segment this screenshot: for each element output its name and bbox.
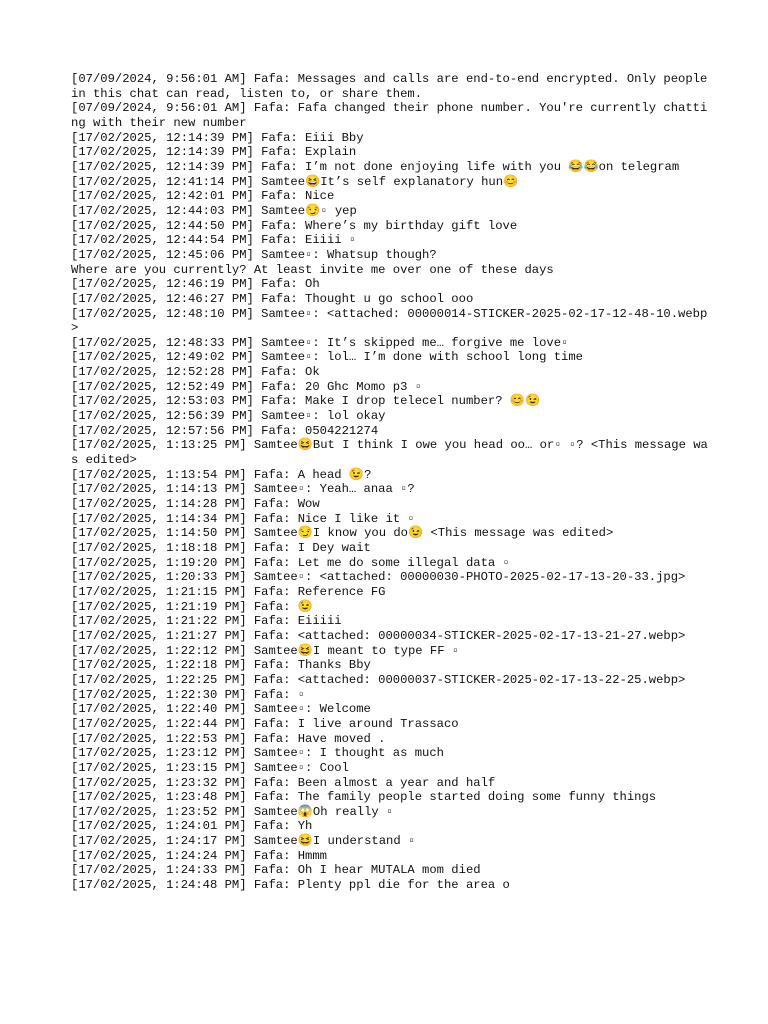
chat-line: [17/02/2025, 1:14:28 PM] Fafa: Wow	[71, 497, 320, 512]
chat-line: [17/02/2025, 1:24:24 PM] Fafa: Hmmm	[71, 848, 327, 863]
chat-line: [17/02/2025, 12:14:39 PM] Fafa: Explain	[71, 145, 357, 160]
chat-line: [07/09/2024, 9:56:01 AM] Fafa: Fafa changed their phone number. You're currently chatting with their new number	[71, 101, 708, 130]
chat-line: [17/02/2025, 1:24:48 PM] Fafa: Plenty ppl die for the area o	[71, 878, 510, 893]
chat-line: [17/02/2025, 12:49:02 PM] Samtee▫: lol… I’m done with school long time	[71, 350, 583, 365]
chat-line: [17/02/2025, 1:13:25 PM] Samtee😆But I think I owe you head oo… or▫ ▫? <This message was edited>	[71, 438, 708, 468]
chat-line: [17/02/2025, 12:41:14 PM] Samtee😆It’s self explanatory hun😊	[71, 174, 519, 189]
chat-line: [17/02/2025, 1:22:18 PM] Fafa: Thanks Bby	[71, 658, 371, 673]
chat-line: [17/02/2025, 12:14:39 PM] Fafa: I’m not done enjoying life with you 😂😂on telegram	[71, 159, 680, 174]
chat-line: [17/02/2025, 1:24:17 PM] Samtee😆I understand ▫	[71, 834, 416, 849]
chat-line: [17/02/2025, 1:23:15 PM] Samtee▫: Cool	[71, 760, 349, 775]
chat-log	[71, 72, 715, 893]
chat-line: [17/02/2025, 1:23:52 PM] Samtee😱Oh really ▫	[71, 804, 394, 819]
chat-line: [17/02/2025, 1:18:18 PM] Fafa: I Dey wait	[71, 541, 371, 555]
chat-line: [17/02/2025, 1:22:44 PM] Fafa: I live around Trassaco	[71, 716, 459, 731]
chat-line: [17/02/2025, 12:42:01 PM] Fafa: Nice	[71, 189, 335, 204]
chat-line: [17/02/2025, 1:14:50 PM] Samtee😏I know you do😉 <This message was edited>	[71, 526, 614, 541]
chat-line: [17/02/2025, 12:45:06 PM] Samtee▫: Whatsup though? Where are you currently? At least invite me over one of these days	[71, 247, 554, 277]
chat-line: [17/02/2025, 1:23:48 PM] Fafa: The family people started doing some funny things	[71, 790, 657, 805]
chat-line: [17/02/2025, 12:46:27 PM] Fafa: Thought u go school ooo	[71, 291, 474, 306]
chat-line: [17/02/2025, 12:48:10 PM] Samtee▫: <attached: 00000014-STICKER-2025-02-17-12-48-10.webp>	[71, 306, 708, 336]
chat-line: [17/02/2025, 12:52:49 PM] Fafa: 20 Ghc Momo p3 ▫	[71, 379, 423, 394]
chat-line: [17/02/2025, 1:14:13 PM] Samtee▫: Yeah… anaa ▫?	[71, 482, 415, 497]
chat-line: [17/02/2025, 12:44:03 PM] Samtee😏▫ yep	[71, 203, 357, 218]
chat-line: [17/02/2025, 1:22:12 PM] Samtee😆I meant to type FF ▫	[71, 643, 460, 658]
chat-line: [17/02/2025, 1:21:22 PM] Fafa: Eiiiii	[71, 614, 342, 629]
chat-line: [17/02/2025, 12:53:03 PM] Fafa: Make I drop telecel number? 😊😉	[71, 394, 541, 409]
chat-line: [17/02/2025, 12:56:39 PM] Samtee▫: lol okay	[71, 409, 386, 424]
chat-line: [17/02/2025, 1:22:25 PM] Fafa: <attached: 00000037-STICKER-2025-02-17-13-22-25.webp>	[71, 672, 686, 687]
chat-line: [07/09/2024, 9:56:01 AM] Fafa: Messages and calls are end-to-end encrypted. Only people in this chat can read, listen to, or share them.	[71, 72, 715, 101]
chat-line: [17/02/2025, 1:21:27 PM] Fafa: <attached: 00000034-STICKER-2025-02-17-13-21-27.webp>	[71, 628, 686, 643]
chat-line: [17/02/2025, 1:24:33 PM] Fafa: Oh I hear MUTALA mom died	[71, 863, 481, 878]
chat-line: [17/02/2025, 1:19:20 PM] Fafa: Let me do some illegal data ▫	[71, 555, 510, 570]
chat-line: [17/02/2025, 1:13:54 PM] Fafa: A head 😉?	[71, 467, 372, 482]
chat-line: [17/02/2025, 1:22:30 PM] Fafa: ▫	[71, 687, 306, 702]
chat-line: [17/02/2025, 1:24:01 PM] Fafa: Yh	[71, 819, 313, 834]
chat-line: [17/02/2025, 12:44:50 PM] Fafa: Where’s my birthday gift love	[71, 218, 518, 233]
chat-line: [17/02/2025, 12:52:28 PM] Fafa: Ok	[71, 365, 320, 380]
chat-line: [17/02/2025, 12:48:33 PM] Samtee▫: It’s skipped me… forgive me love▫	[71, 335, 569, 350]
chat-line: [17/02/2025, 12:14:39 PM] Fafa: Eiii Bby	[71, 130, 364, 145]
chat-line: [17/02/2025, 1:20:33 PM] Samtee▫: <attached: 00000030-PHOTO-2025-02-17-13-20-33.jpg>	[71, 570, 686, 585]
chat-line: [17/02/2025, 1:23:32 PM] Fafa: Been almost a year and half	[71, 775, 496, 790]
chat-line: [17/02/2025, 1:23:12 PM] Samtee▫: I thought as much	[71, 746, 444, 761]
chat-line: [17/02/2025, 1:14:34 PM] Fafa: Nice I like it ▫	[71, 511, 415, 526]
chat-line: [17/02/2025, 1:21:15 PM] Fafa: Reference FG	[71, 584, 386, 599]
chat-line: [17/02/2025, 1:22:40 PM] Samtee▫: Welcome	[71, 702, 371, 717]
chat-line: [17/02/2025, 12:46:19 PM] Fafa: Oh	[71, 277, 320, 292]
chat-line: [17/02/2025, 12:57:56 PM] Fafa: 0504221274	[71, 423, 379, 438]
chat-line: [17/02/2025, 12:44:54 PM] Fafa: Eiiii ▫	[71, 233, 357, 248]
chat-line: [17/02/2025, 1:21:19 PM] Fafa: 😉	[71, 599, 313, 614]
chat-line: [17/02/2025, 1:22:53 PM] Fafa: Have moved .	[71, 731, 386, 746]
